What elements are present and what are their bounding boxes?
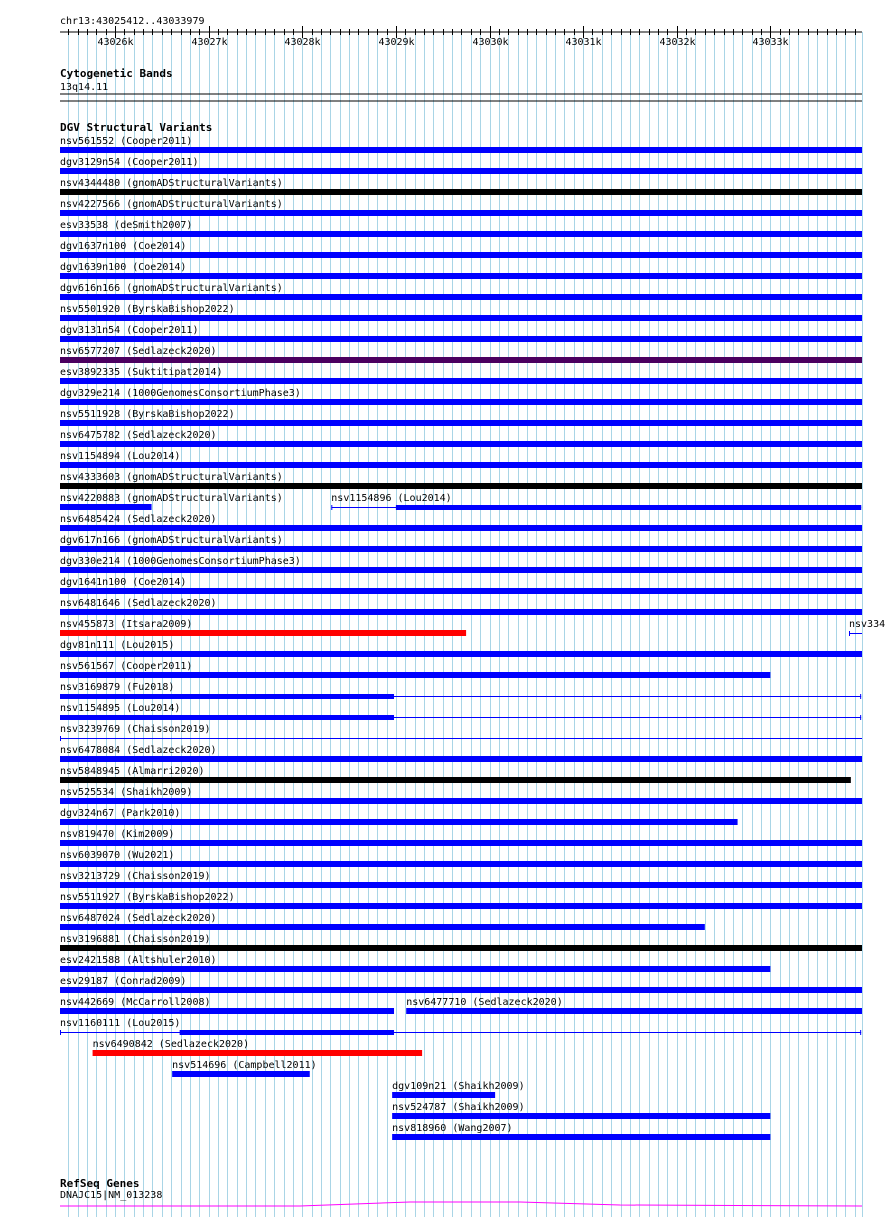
dgv-feature[interactable] [60, 682, 861, 699]
dgv-feature-bar[interactable] [60, 168, 862, 174]
dgv-feature-label[interactable]: nsv1154894 (Lou2014) [60, 451, 181, 462]
dgv-feature-bar[interactable] [60, 378, 862, 384]
dgv-feature-bar[interactable] [60, 945, 862, 951]
dgv-feature-label[interactable]: dgv3129n54 (Cooper2011) [60, 157, 199, 168]
dgv-feature-bar[interactable] [60, 567, 862, 573]
dgv-feature-bar[interactable] [60, 819, 738, 825]
dgv-feature-label[interactable]: nsv1154896 (Lou2014) [331, 493, 452, 504]
dgv-feature[interactable] [392, 1081, 524, 1098]
dgv-feature-label[interactable]: dgv3131n54 (Cooper2011) [60, 325, 199, 336]
dgv-feature-label[interactable]: nsv819470 (Kim2009) [60, 829, 175, 840]
dgv-feature[interactable] [60, 766, 851, 783]
dgv-feature-label[interactable]: dgv329e214 (1000GenomesConsortiumPhase3) [60, 388, 301, 399]
cytoband-label[interactable]: 13q14.11 [60, 82, 109, 93]
dgv-feature-label[interactable]: dgv617n166 (gnomADStructuralVariants) [60, 535, 283, 546]
dgv-feature-label[interactable]: nsv524787 (Shaikh2009) [392, 1102, 525, 1113]
dgv-feature-bar[interactable] [60, 189, 862, 195]
dgv-feature-bar[interactable] [392, 1134, 770, 1140]
dgv-feature-label[interactable]: nsv561567 (Cooper2011) [60, 661, 193, 672]
dgv-feature[interactable] [172, 1060, 317, 1077]
dgv-feature[interactable] [331, 493, 861, 510]
dgv-feature-bar[interactable] [396, 505, 861, 510]
ruler-tick-label: 43027k [191, 37, 228, 48]
dgv-feature-label[interactable]: nsv4220883 (gnomADStructuralVariants) [60, 493, 283, 504]
dgv-feature-label[interactable]: esv33538 (deSmith2007) [60, 220, 193, 231]
dgv-feature-label[interactable]: dgv324n67 (Park2010) [60, 808, 181, 819]
dgv-feature-bar[interactable] [60, 609, 862, 615]
dgv-feature-bar[interactable] [60, 672, 770, 678]
dgv-feature-bar[interactable] [180, 1030, 394, 1035]
dgv-feature[interactable] [93, 1039, 423, 1056]
dgv-feature-label[interactable]: nsv5501920 (ByrskaBishop2022) [60, 304, 235, 315]
dgv-feature-label[interactable]: nsv3196881 (Chaisson2019) [60, 934, 211, 945]
dgv-feature-label[interactable]: esv3892335 (Suktitipat2014) [60, 367, 223, 378]
dgv-feature-bar[interactable] [406, 1008, 862, 1014]
dgv-feature[interactable] [60, 913, 705, 930]
dgv-feature-bar[interactable] [60, 210, 862, 216]
dgv-feature-bar[interactable] [60, 651, 862, 657]
dgv-feature-bar[interactable] [60, 777, 851, 783]
dgv-feature-label[interactable]: nsv6039070 (Wu2021) [60, 850, 175, 861]
dgv-feature-label[interactable]: nsv561552 (Cooper2011) [60, 136, 193, 147]
dgv-feature-label[interactable]: nsv442669 (McCarroll2008) [60, 997, 211, 1008]
dgv-feature-label[interactable]: dgv1637n100 (Coe2014) [60, 241, 187, 252]
dgv-feature-bar[interactable] [60, 336, 862, 342]
dgv-feature-label[interactable]: dgv1641n100 (Coe2014) [60, 577, 187, 588]
dgv-feature-label[interactable]: nsv6485424 (Sedlazeck2020) [60, 514, 217, 525]
dgv-feature-bar[interactable] [60, 483, 862, 489]
dgv-feature-bar[interactable] [60, 252, 862, 258]
dgv-feature-bar[interactable] [60, 840, 862, 846]
dgv-feature-label[interactable]: dgv81n111 (Lou2015) [60, 640, 175, 651]
dgv-feature-bar[interactable] [60, 798, 862, 804]
ruler-tick-label: 43031k [565, 37, 602, 48]
dgv-feature[interactable] [406, 997, 862, 1014]
dgv-feature-bar[interactable] [60, 420, 862, 426]
dgv-feature[interactable] [392, 1123, 770, 1140]
dgv-feature-label[interactable]: nsv6481646 (Sedlazeck2020) [60, 598, 217, 609]
dgv-feature-label[interactable]: esv29187 (Conrad2009) [60, 976, 187, 987]
dgv-feature-bar[interactable] [60, 504, 152, 510]
refseq-gene-label[interactable]: DNAJC15|NM_013238 [60, 1190, 163, 1201]
dgv-feature-bar[interactable] [60, 882, 862, 888]
ruler-tick-label: 43033k [752, 37, 789, 48]
dgv-feature-label[interactable]: nsv6487024 (Sedlazeck2020) [60, 913, 217, 924]
dgv-feature-label[interactable]: nsv4227566 (gnomADStructuralVariants) [60, 199, 283, 210]
dgv-feature-label[interactable]: nsv6478084 (Sedlazeck2020) [60, 745, 217, 756]
dgv-feature-bar[interactable] [60, 861, 862, 867]
dgv-feature-bar[interactable] [60, 441, 862, 447]
dgv-feature-bar[interactable] [60, 525, 862, 531]
dgv-feature-label[interactable]: nsv5848945 (Almarri2020) [60, 766, 205, 777]
dgv-feature-bar[interactable] [60, 966, 770, 972]
dgv-feature-label[interactable]: nsv514696 (Campbell2011) [172, 1060, 317, 1071]
ruler-tick-label: 43026k [97, 37, 134, 48]
dgv-feature-bar[interactable] [60, 924, 705, 930]
dgv-feature-bar[interactable] [392, 1113, 770, 1119]
dgv-feature-bar[interactable] [60, 756, 862, 762]
dgv-feature-bar[interactable] [60, 694, 394, 699]
dgv-feature-bar[interactable] [60, 588, 862, 594]
dgv-feature[interactable] [60, 808, 738, 825]
dgv-feature-label[interactable]: nsv6577207 (Sedlazeck2020) [60, 346, 217, 357]
dgv-feature-label[interactable]: dgv330e214 (1000GenomesConsortiumPhase3) [60, 556, 301, 567]
dgv-feature-label[interactable]: nsv4333603 (gnomADStructuralVariants) [60, 472, 283, 483]
dgv-feature-bar[interactable] [60, 987, 862, 993]
dgv-feature-label[interactable]: nsv5511928 (ByrskaBishop2022) [60, 409, 235, 420]
dgv-track-title: DGV Structural Variants [60, 121, 213, 134]
dgv-feature-label[interactable]: nsv3213729 (Chaisson2019) [60, 871, 211, 882]
dgv-feature-label[interactable]: dgv616n166 (gnomADStructuralVariants) [60, 283, 283, 294]
dgv-feature-bar[interactable] [172, 1071, 310, 1077]
dgv-feature-bar[interactable] [60, 231, 862, 237]
dgv-feature-label[interactable]: nsv6475782 (Sedlazeck2020) [60, 430, 217, 441]
dgv-feature-label[interactable]: nsv6490842 (Sedlazeck2020) [92, 1039, 250, 1050]
dgv-feature-bar[interactable] [60, 294, 862, 300]
dgv-feature-label[interactable]: nsv5511927 (ByrskaBishop2022) [60, 892, 235, 903]
dgv-feature-label[interactable]: nsv334 [848, 619, 886, 630]
dgv-feature-label[interactable]: nsv455873 (Itsara2009) [60, 619, 193, 630]
dgv-feature-bar[interactable] [60, 462, 862, 468]
locus-label: chr13:43025412..43033979 [60, 16, 205, 27]
dgv-feature-bar[interactable] [60, 147, 862, 153]
dgv-feature[interactable] [60, 703, 861, 720]
dgv-feature-bar[interactable] [60, 546, 862, 552]
ruler-tick-label: 43028k [284, 37, 321, 48]
dgv-feature[interactable] [392, 1102, 770, 1119]
ruler-tick-label: 43029k [378, 37, 415, 48]
dgv-feature[interactable] [60, 1018, 861, 1035]
ruler-tick-label: 43030k [472, 37, 509, 48]
dgv-feature-bar[interactable] [60, 273, 862, 279]
dgv-feature-bar[interactable] [60, 903, 862, 909]
dgv-feature-bar[interactable] [60, 715, 394, 720]
dgv-feature-label[interactable]: dgv1639n100 (Coe2014) [60, 262, 187, 273]
dgv-feature-label[interactable]: nsv3169879 (Fu2018) [60, 682, 175, 693]
dgv-feature-label[interactable]: dgv109n21 (Shaikh2009) [392, 1081, 525, 1092]
dgv-feature-label[interactable]: nsv1160111 (Lou2015) [60, 1018, 181, 1029]
dgv-feature-label[interactable]: nsv3239769 (Chaisson2019) [60, 724, 211, 735]
dgv-feature-bar[interactable] [60, 357, 862, 363]
dgv-feature-label[interactable]: nsv818960 (Wang2007) [392, 1123, 513, 1134]
dgv-feature-label[interactable]: nsv1154895 (Lou2014) [60, 703, 181, 714]
dgv-feature-label[interactable]: esv2421588 (Altshuler2010) [60, 955, 217, 966]
dgv-feature[interactable] [849, 619, 885, 636]
refseq-track-title: RefSeq Genes [60, 1177, 140, 1190]
ruler-tick-label: 43032k [659, 37, 696, 48]
dgv-feature-label[interactable]: nsv525534 (Shaikh2009) [60, 787, 193, 798]
dgv-feature-bar[interactable] [60, 315, 862, 321]
cytoband-track-title: Cytogenetic Bands [60, 67, 173, 80]
dgv-feature-bar[interactable] [60, 1008, 394, 1014]
dgv-feature-bar[interactable] [392, 1092, 495, 1098]
dgv-feature-label[interactable]: nsv4344480 (gnomADStructuralVariants) [60, 178, 283, 189]
dgv-feature-bar[interactable] [60, 630, 466, 636]
dgv-feature-bar[interactable] [60, 399, 862, 405]
dgv-feature-label[interactable]: nsv6477710 (Sedlazeck2020) [406, 997, 563, 1008]
dgv-feature-bar[interactable] [93, 1050, 423, 1056]
